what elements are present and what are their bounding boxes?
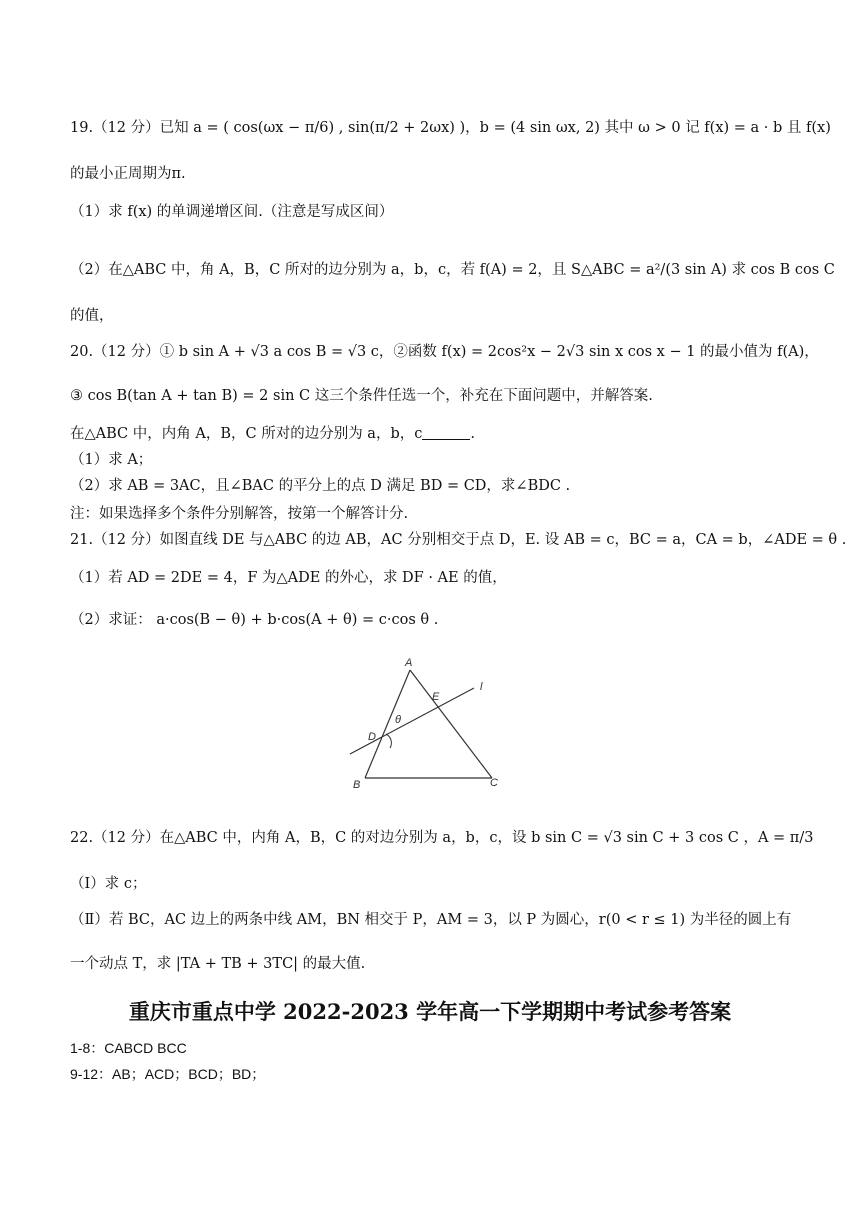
q22-line1: 22.（12 分）在△ABC 中，内角 A，B，C 的对边分别为 a，b，c，设 b sin C = √3 sin C + 3 cos C ，A = π/3 — [70, 830, 814, 846]
q21-line1: 21.（12 分）如图直线 DE 与△ABC 的边 AB，AC 分别相交于点 D，E. 设 AB = c，BC = a，CA = b，∠ADE = θ . — [70, 532, 847, 548]
triangle-figure — [340, 650, 520, 795]
label-b: B — [353, 779, 361, 791]
label-c: C — [490, 777, 498, 789]
answer-blank — [422, 425, 470, 440]
q22-part2b: 一个动点 T，求 |TA + TB + 3TC| 的最大值. — [70, 956, 366, 972]
label-e: E — [432, 691, 440, 703]
q20-part1: （1）求 A； — [70, 452, 153, 468]
q20-line1: 20.（12 分）① b sin A + √3 a cos B = √3 c，②函数 f(x) = 2cos²x − 2√3 sin x cos x − 1 的最小值为 f(A)， — [70, 344, 819, 360]
label-l: l — [480, 681, 483, 693]
q19-part2b: 的值， — [70, 308, 114, 324]
q19-line1: 19.（12 分）已知 a = ( cos(ωx − π/6) , sin(π/2 + 2ωx) )，b = (4 sin ωx, 2) 其中 ω > 0 记 f(x) = a · b 且 f(x) — [70, 120, 831, 136]
angle-theta-arc — [386, 734, 391, 748]
answers-line1: 1-8：CABCD BCC — [70, 1040, 187, 1056]
q20-note: 注：如果选择多个条件分别解答，按第一个解答计分. — [70, 506, 409, 522]
answers-title: 重庆市重点中学 2022-2023 学年高一下学期期中考试参考答案 — [128, 999, 732, 1024]
q19-part2: （2）在△ABC 中，角 A，B，C 所对的边分别为 a，b，c，若 f(A) = 2，且 S△ABC = a²/(3 sin A) 求 cos B cos C — [70, 262, 835, 278]
line-l — [350, 688, 474, 754]
label-theta: θ — [395, 714, 401, 726]
side-ab — [365, 670, 410, 778]
q21-part1: （1）若 AD = 2DE = 4，F 为△ADE 的外心，求 DF · AE 的值， — [70, 570, 507, 586]
label-d: D — [368, 731, 376, 743]
q21-part2: （2）求证： a·cos(B − θ) + b·cos(A + θ) = c·cos θ . — [70, 612, 439, 628]
q20-line3-text: 在△ABC 中，内角 A，B，C 所对的边分别为 a，b，c — [70, 426, 423, 442]
q20-line3 — [70, 424, 475, 444]
q19-line2: 的最小正周期为π. — [70, 166, 186, 182]
q22-part1: （Ⅰ）求 c； — [70, 876, 147, 892]
q22-part2: （Ⅱ）若 BC，AC 边上的两条中线 AM，BN 相交于 P，AM = 3，以 P 为圆心，r(0 < r ≤ 1) 为半径的圆上有 — [70, 912, 792, 928]
label-a: A — [405, 657, 413, 669]
answers-line2: 9-12：AB；ACD；BCD；BD； — [70, 1066, 266, 1082]
q20-line2: ③ cos B(tan A + tan B) = 2 sin C 这三个条件任选一个，补充在下面问题中，并解答案. — [70, 388, 653, 404]
q20-part2: （2）求 AB = 3AC，且∠BAC 的平分上的点 D 满足 BD = CD，求∠BDC . — [70, 478, 571, 494]
q20-line3-end: . — [470, 426, 475, 442]
q19-part1: （1）求 f(x) 的单调递增区间.（注意是写成区间） — [70, 204, 394, 220]
